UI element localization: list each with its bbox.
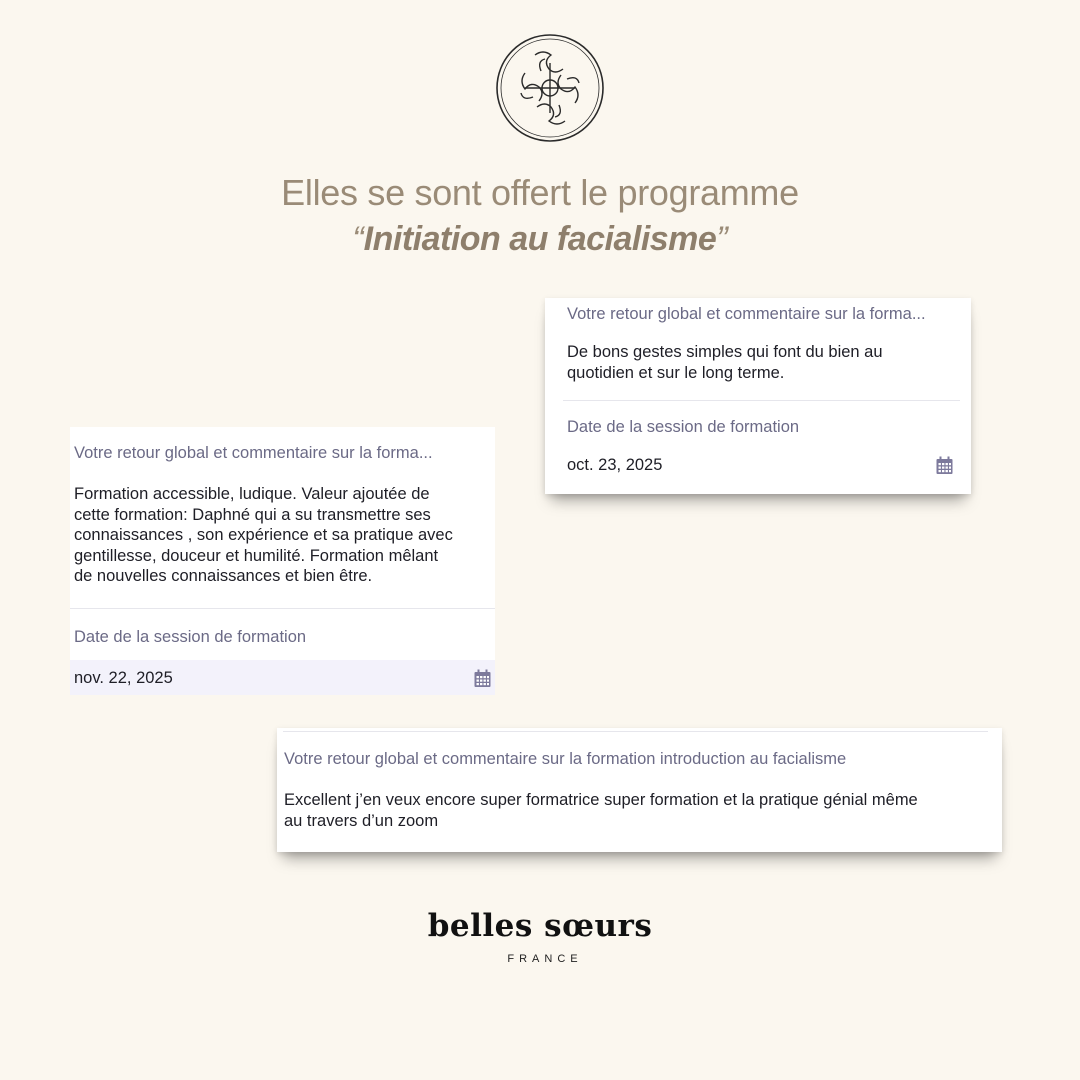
date-label: Date de la session de formation — [567, 418, 800, 436]
comment-line: au travers d’un zoom — [284, 811, 439, 830]
date-label: Date de la session de formation — [74, 628, 307, 646]
divider — [283, 731, 988, 732]
review-card-a — [545, 298, 971, 494]
quote-close: ” — [716, 220, 728, 258]
divider — [563, 400, 960, 401]
brand-logo: belles sœurs — [427, 908, 653, 944]
program-name: Initiation au facialisme — [363, 220, 717, 258]
comment-line: gentillesse, douceur et humilité. Formation mêlant — [74, 546, 439, 565]
comment-line: connaissances , son expérience et sa pratique avec — [74, 526, 453, 544]
quote-open: “ — [352, 220, 364, 258]
headline-program — [0, 216, 1080, 262]
comment-line: de nouvelles connaissances et bien être. — [74, 567, 373, 585]
comment-line: quotidien et sur le long terme. — [567, 363, 785, 382]
monogram-seal-icon — [495, 33, 605, 143]
comment-text — [284, 790, 996, 831]
comment-label: Votre retour global et commentaire sur la forma... — [567, 305, 926, 323]
date-value[interactable]: nov. 22, 2025 — [74, 669, 173, 687]
headline-line-1: Elles se sont offert le programme — [281, 172, 799, 213]
comment-text — [567, 342, 957, 383]
comment-label: Votre retour global et commentaire sur la forma... — [74, 444, 433, 462]
comment-text — [74, 484, 495, 587]
review-card-b — [70, 427, 495, 695]
calendar-icon[interactable] — [935, 456, 954, 475]
calendar-icon[interactable] — [473, 669, 492, 688]
date-value[interactable]: oct. 23, 2025 — [567, 456, 663, 474]
brand-subtitle: FRANCE — [507, 953, 583, 965]
headline — [0, 170, 1080, 262]
review-card-c — [277, 728, 1002, 852]
comment-label: Votre retour global et commentaire sur la formation introduction au facialisme — [284, 750, 847, 768]
comment-line: De bons gestes simples qui font du bien au — [567, 343, 883, 361]
comment-line: Formation accessible, ludique. Valeur ajoutée de — [74, 485, 430, 503]
divider — [70, 608, 495, 609]
comment-line: Excellent j’en veux encore super formatrice super formation et la pratique génial même — [284, 791, 918, 809]
date-field[interactable] — [70, 660, 495, 695]
comment-line: cette formation: Daphné qui a su transmettre ses — [74, 505, 431, 524]
